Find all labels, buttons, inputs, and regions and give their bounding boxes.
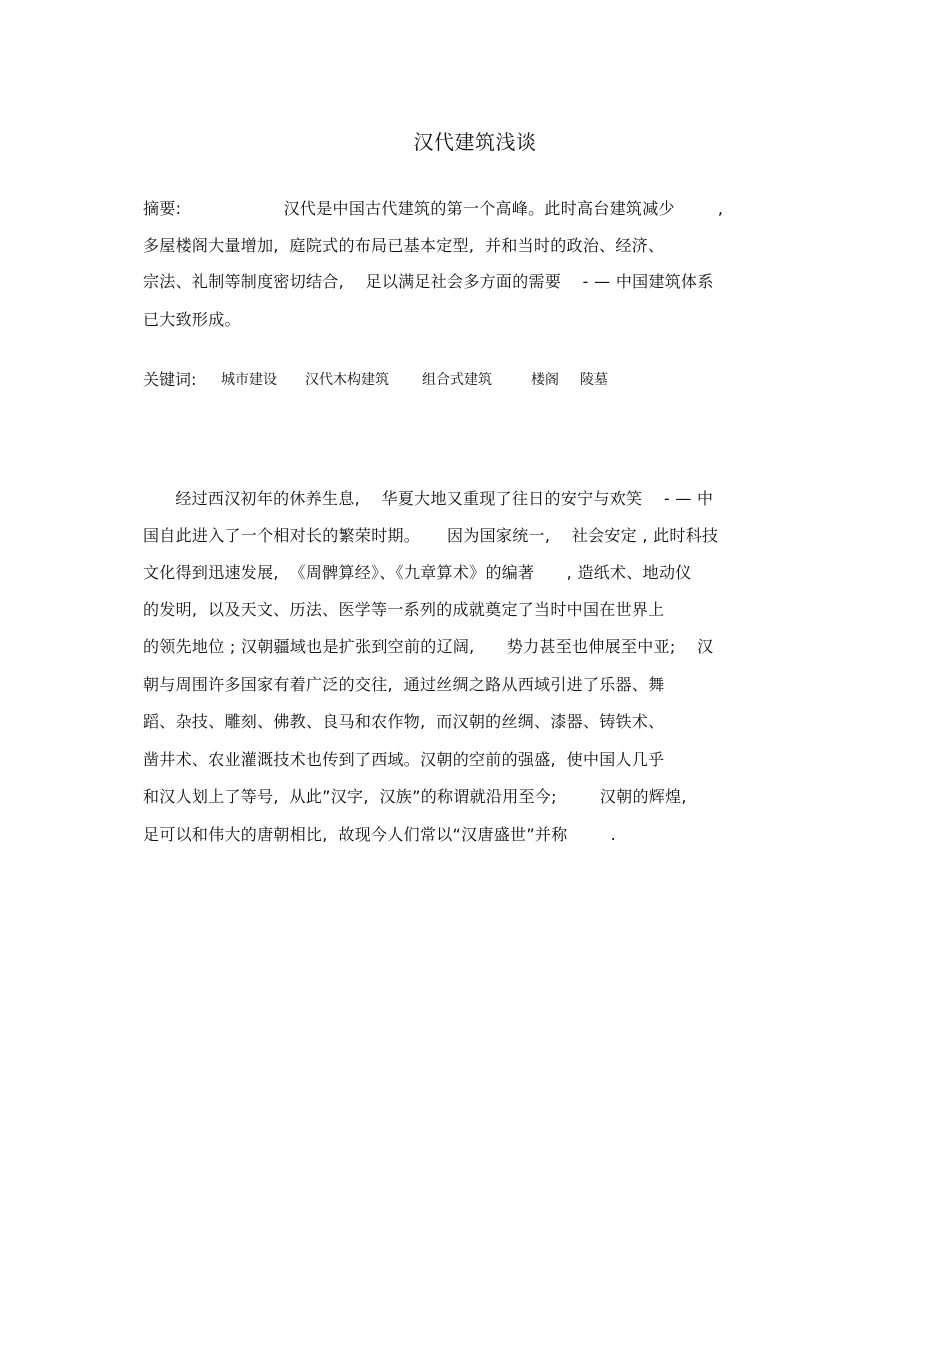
abstract-line: 宗法、礼制等制度密切结合, 足以满足社会多方面的需要 - — 中国建筑体系 xyxy=(143,272,714,291)
keywords-label: 关键词: xyxy=(143,370,197,389)
body-line: 的发明, 以及天文、历法、医学等一系列的成就奠定了当时中国在世界上 xyxy=(143,600,665,619)
body-line: 文化得到迅速发展, 《周髀算经》、《九章算术》的编著 , 造纸术、地动仪 xyxy=(143,563,692,582)
abstract-line: 已大致形成。 xyxy=(143,310,241,329)
body-line: 的领先地位 ; 汉朝疆域也是扩张到空前的辽阔, 势力甚至也伸展至中亚; 汉 xyxy=(143,637,714,656)
keyword-item: 汉代木构建筑 xyxy=(305,372,389,388)
body-line: 经过西汉初年的休养生息, 华夏大地又重现了往日的安宁与欢笑 - — 中 xyxy=(143,489,714,508)
body-line: 朝与周围许多国家有着广泛的交往, 通过丝绸之路从西域引进了乐器、舞 xyxy=(143,675,665,694)
body-line: 国自此进入了一个相对长的繁荣时期。 因为国家统一, 社会安定 , 此时科技 xyxy=(143,526,719,545)
body-line: 和汉人划上了等号, 从此”汉字, 汉族”的称谓就沿用至今; 汉朝的辉煌, xyxy=(143,787,687,806)
body-line: 足可以和伟大的唐朝相比, 故现今人们常以“汉唐盛世”并称 . xyxy=(143,825,617,844)
keywords-row xyxy=(143,370,608,390)
abstract-line: 多屋楼阁大量增加, 庭院式的布局已基本定型, 并和当时的政治、经济、 xyxy=(143,236,665,255)
body-line: 凿井术、农业灌溉技术也传到了西域。汉朝的空前的强盛, 使中国人几乎 xyxy=(143,750,665,769)
keyword-item: 城市建设 xyxy=(221,372,277,388)
keyword-item: 组合式建筑 xyxy=(422,372,492,388)
document-title: 汉代建筑浅谈 xyxy=(413,130,537,154)
abstract-line: 摘要: 汉代是中国古代建筑的第一个高峰。此时高台建筑减少 , xyxy=(143,199,724,218)
keyword-item: 楼阁 xyxy=(531,372,559,388)
body-line: 蹈、杂技、雕刻、佛教、良马和农作物, 而汉朝的丝绸、漆器、铸铁术、 xyxy=(143,712,665,731)
keyword-item: 陵墓 xyxy=(580,372,608,388)
